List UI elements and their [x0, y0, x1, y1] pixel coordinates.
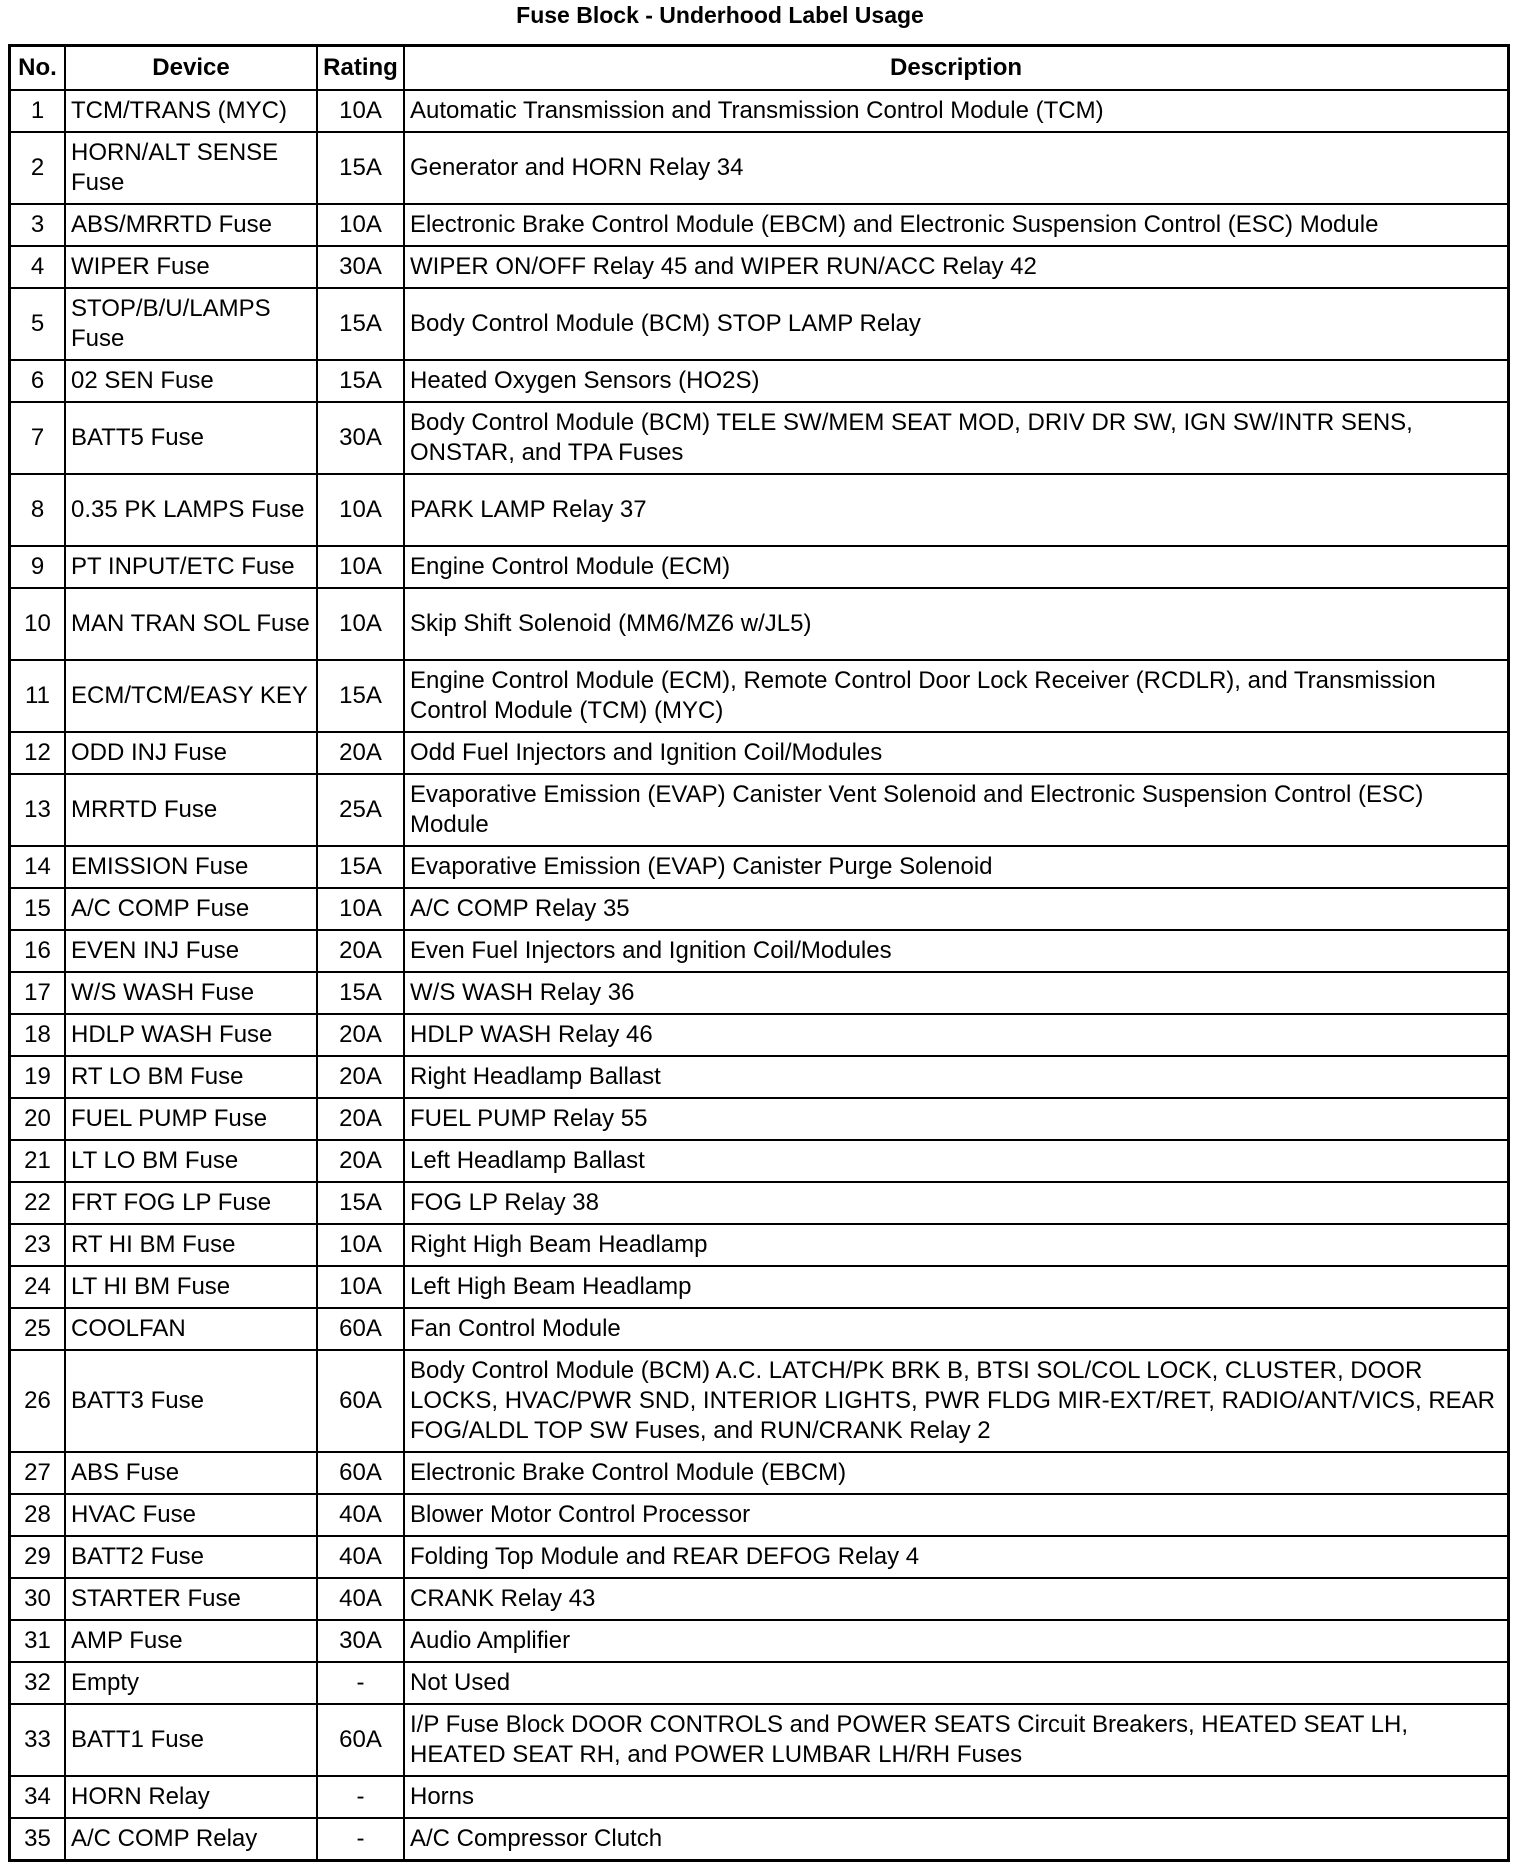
table-row: [11, 1308, 1507, 1350]
cell-description: Electronic Brake Control Module (EBCM): [404, 1452, 1507, 1494]
cell-rating: 10A: [317, 1266, 404, 1308]
cell-no: 4: [11, 246, 65, 288]
cell-device: ABS/MRRTD Fuse: [65, 204, 317, 246]
cell-rating: 10A: [317, 204, 404, 246]
cell-description: W/S WASH Relay 36: [404, 972, 1507, 1014]
table-row: [11, 204, 1507, 246]
cell-rating: 10A: [317, 546, 404, 588]
cell-device: PT INPUT/ETC Fuse: [65, 546, 317, 588]
cell-no: 33: [11, 1704, 65, 1776]
cell-no: 27: [11, 1452, 65, 1494]
cell-device: LT LO BM Fuse: [65, 1140, 317, 1182]
cell-rating: 15A: [317, 660, 404, 732]
cell-no: 9: [11, 546, 65, 588]
cell-device: BATT3 Fuse: [65, 1350, 317, 1452]
table-row: [11, 1494, 1507, 1536]
cell-rating: 60A: [317, 1704, 404, 1776]
cell-rating: 15A: [317, 360, 404, 402]
cell-device: A/C COMP Fuse: [65, 888, 317, 930]
cell-no: 24: [11, 1266, 65, 1308]
cell-device: RT HI BM Fuse: [65, 1224, 317, 1266]
cell-description: Odd Fuel Injectors and Ignition Coil/Modules: [404, 732, 1507, 774]
cell-no: 3: [11, 204, 65, 246]
cell-description: CRANK Relay 43: [404, 1578, 1507, 1620]
cell-device: A/C COMP Relay: [65, 1818, 317, 1859]
table-row: [11, 1350, 1507, 1452]
header-row: [11, 47, 1507, 90]
cell-no: 19: [11, 1056, 65, 1098]
table-row: [11, 360, 1507, 402]
cell-description: Right High Beam Headlamp: [404, 1224, 1507, 1266]
cell-description: Evaporative Emission (EVAP) Canister Purge Solenoid: [404, 846, 1507, 888]
cell-device: FUEL PUMP Fuse: [65, 1098, 317, 1140]
cell-device: EMISSION Fuse: [65, 846, 317, 888]
cell-device: STOP/B/U/LAMPS Fuse: [65, 288, 317, 360]
cell-no: 2: [11, 132, 65, 204]
cell-description: Engine Control Module (ECM), Remote Control Door Lock Receiver (RCDLR), and Transmission Control Module (TCM) (MYC): [404, 660, 1507, 732]
table-row: [11, 402, 1507, 474]
cell-rating: 25A: [317, 774, 404, 846]
cell-rating: 15A: [317, 288, 404, 360]
table-row: [11, 1266, 1507, 1308]
cell-no: 34: [11, 1776, 65, 1818]
cell-device: 02 SEN Fuse: [65, 360, 317, 402]
cell-rating: 20A: [317, 1014, 404, 1056]
cell-rating: -: [317, 1818, 404, 1859]
cell-no: 32: [11, 1662, 65, 1704]
cell-description: Body Control Module (BCM) TELE SW/MEM SEAT MOD, DRIV DR SW, IGN SW/INTR SENS, ONSTAR, and TPA Fuses: [404, 402, 1507, 474]
cell-device: ECM/TCM/EASY KEY: [65, 660, 317, 732]
cell-rating: 10A: [317, 90, 404, 132]
cell-rating: 40A: [317, 1578, 404, 1620]
cell-description: I/P Fuse Block DOOR CONTROLS and POWER SEATS Circuit Breakers, HEATED SEAT LH, HEATED SEAT RH, and POWER LUMBAR LH/RH Fuses: [404, 1704, 1507, 1776]
cell-no: 23: [11, 1224, 65, 1266]
cell-rating: -: [317, 1776, 404, 1818]
table-row: [11, 1224, 1507, 1266]
cell-rating: 60A: [317, 1308, 404, 1350]
cell-description: Heated Oxygen Sensors (HO2S): [404, 360, 1507, 402]
cell-rating: 30A: [317, 402, 404, 474]
cell-description: Left Headlamp Ballast: [404, 1140, 1507, 1182]
cell-device: 0.35 PK LAMPS Fuse: [65, 474, 317, 546]
cell-device: AMP Fuse: [65, 1620, 317, 1662]
cell-device: MRRTD Fuse: [65, 774, 317, 846]
cell-no: 20: [11, 1098, 65, 1140]
table-row: [11, 1140, 1507, 1182]
fuse-table-container: [8, 44, 1510, 1862]
cell-description: Folding Top Module and REAR DEFOG Relay 4: [404, 1536, 1507, 1578]
cell-rating: 60A: [317, 1350, 404, 1452]
table-row: [11, 288, 1507, 360]
cell-no: 14: [11, 846, 65, 888]
table-row: [11, 774, 1507, 846]
cell-rating: 40A: [317, 1536, 404, 1578]
cell-description: Blower Motor Control Processor: [404, 1494, 1507, 1536]
cell-no: 26: [11, 1350, 65, 1452]
cell-rating: 15A: [317, 1182, 404, 1224]
cell-device: HDLP WASH Fuse: [65, 1014, 317, 1056]
cell-device: ODD INJ Fuse: [65, 732, 317, 774]
cell-device: COOLFAN: [65, 1308, 317, 1350]
table-row: [11, 588, 1507, 660]
cell-rating: 20A: [317, 1098, 404, 1140]
cell-no: 31: [11, 1620, 65, 1662]
cell-no: 1: [11, 90, 65, 132]
cell-rating: 15A: [317, 132, 404, 204]
cell-no: 8: [11, 474, 65, 546]
cell-rating: 10A: [317, 1224, 404, 1266]
table-row: [11, 846, 1507, 888]
cell-rating: 10A: [317, 888, 404, 930]
table-row: [11, 972, 1507, 1014]
cell-rating: 10A: [317, 474, 404, 546]
cell-no: 21: [11, 1140, 65, 1182]
cell-no: 17: [11, 972, 65, 1014]
cell-no: 5: [11, 288, 65, 360]
table-row: [11, 930, 1507, 972]
cell-device: EVEN INJ Fuse: [65, 930, 317, 972]
cell-rating: 10A: [317, 588, 404, 660]
cell-device: TCM/TRANS (MYC): [65, 90, 317, 132]
table-row: [11, 660, 1507, 732]
cell-device: BATT5 Fuse: [65, 402, 317, 474]
cell-description: Generator and HORN Relay 34: [404, 132, 1507, 204]
header-no: No.: [11, 47, 65, 90]
cell-description: Right Headlamp Ballast: [404, 1056, 1507, 1098]
cell-device: HORN Relay: [65, 1776, 317, 1818]
table-row: [11, 1014, 1507, 1056]
cell-no: 22: [11, 1182, 65, 1224]
cell-device: WIPER Fuse: [65, 246, 317, 288]
table-row: [11, 1620, 1507, 1662]
table-row: [11, 1776, 1507, 1818]
cell-device: BATT2 Fuse: [65, 1536, 317, 1578]
cell-no: 12: [11, 732, 65, 774]
fuse-table: [11, 47, 1507, 1859]
cell-no: 18: [11, 1014, 65, 1056]
cell-no: 11: [11, 660, 65, 732]
cell-rating: 30A: [317, 246, 404, 288]
cell-rating: 20A: [317, 1056, 404, 1098]
table-row: [11, 1098, 1507, 1140]
cell-rating: 20A: [317, 930, 404, 972]
table-row: [11, 1452, 1507, 1494]
cell-description: Automatic Transmission and Transmission Control Module (TCM): [404, 90, 1507, 132]
table-row: [11, 1818, 1507, 1859]
cell-description: Horns: [404, 1776, 1507, 1818]
table-row: [11, 1182, 1507, 1224]
cell-description: Electronic Brake Control Module (EBCM) and Electronic Suspension Control (ESC) Module: [404, 204, 1507, 246]
cell-description: A/C Compressor Clutch: [404, 1818, 1507, 1859]
cell-description: Evaporative Emission (EVAP) Canister Vent Solenoid and Electronic Suspension Control (ESC) Module: [404, 774, 1507, 846]
cell-device: RT LO BM Fuse: [65, 1056, 317, 1098]
table-row: [11, 90, 1507, 132]
cell-no: 16: [11, 930, 65, 972]
cell-description: Skip Shift Solenoid (MM6/MZ6 w/JL5): [404, 588, 1507, 660]
cell-description: Even Fuel Injectors and Ignition Coil/Modules: [404, 930, 1507, 972]
cell-description: PARK LAMP Relay 37: [404, 474, 1507, 546]
cell-no: 30: [11, 1578, 65, 1620]
cell-no: 15: [11, 888, 65, 930]
cell-description: FUEL PUMP Relay 55: [404, 1098, 1507, 1140]
cell-description: HDLP WASH Relay 46: [404, 1014, 1507, 1056]
cell-description: Fan Control Module: [404, 1308, 1507, 1350]
cell-no: 35: [11, 1818, 65, 1859]
table-row: [11, 246, 1507, 288]
cell-device: FRT FOG LP Fuse: [65, 1182, 317, 1224]
cell-rating: -: [317, 1662, 404, 1704]
table-row: [11, 1536, 1507, 1578]
cell-no: 29: [11, 1536, 65, 1578]
cell-rating: 40A: [317, 1494, 404, 1536]
cell-device: LT HI BM Fuse: [65, 1266, 317, 1308]
cell-description: WIPER ON/OFF Relay 45 and WIPER RUN/ACC Relay 42: [404, 246, 1507, 288]
table-row: [11, 1056, 1507, 1098]
table-row: [11, 888, 1507, 930]
cell-no: 13: [11, 774, 65, 846]
cell-no: 7: [11, 402, 65, 474]
cell-rating: 30A: [317, 1620, 404, 1662]
cell-no: 28: [11, 1494, 65, 1536]
header-description: Description: [404, 47, 1507, 90]
cell-description: Audio Amplifier: [404, 1620, 1507, 1662]
cell-rating: 60A: [317, 1452, 404, 1494]
cell-device: ABS Fuse: [65, 1452, 317, 1494]
cell-device: W/S WASH Fuse: [65, 972, 317, 1014]
cell-no: 10: [11, 588, 65, 660]
table-row: [11, 732, 1507, 774]
cell-device: HORN/ALT SENSE Fuse: [65, 132, 317, 204]
cell-no: 6: [11, 360, 65, 402]
page-title: Fuse Block - Underhood Label Usage: [516, 2, 924, 28]
cell-device: MAN TRAN SOL Fuse: [65, 588, 317, 660]
cell-description: Left High Beam Headlamp: [404, 1266, 1507, 1308]
cell-device: STARTER Fuse: [65, 1578, 317, 1620]
cell-device: Empty: [65, 1662, 317, 1704]
cell-description: Body Control Module (BCM) STOP LAMP Relay: [404, 288, 1507, 360]
cell-description: Body Control Module (BCM) A.C. LATCH/PK BRK B, BTSI SOL/COL LOCK, CLUSTER, DOOR LOCKS, HVAC/PWR SND, INTERIOR LIGHTS, PWR FLDG MIR-EXT/RET, RADIO/ANT/VICS, REAR FOG/ALDL TOP SW Fuses, and RUN/CRANK Relay 2: [404, 1350, 1507, 1452]
cell-rating: 20A: [317, 732, 404, 774]
header-device: Device: [65, 47, 317, 90]
table-row: [11, 132, 1507, 204]
cell-description: FOG LP Relay 38: [404, 1182, 1507, 1224]
cell-description: A/C COMP Relay 35: [404, 888, 1507, 930]
table-row: [11, 546, 1507, 588]
table-row: [11, 1578, 1507, 1620]
cell-device: BATT1 Fuse: [65, 1704, 317, 1776]
cell-device: HVAC Fuse: [65, 1494, 317, 1536]
table-row: [11, 1662, 1507, 1704]
cell-rating: 15A: [317, 846, 404, 888]
table-row: [11, 1704, 1507, 1776]
header-rating: Rating: [317, 47, 404, 90]
cell-no: 25: [11, 1308, 65, 1350]
cell-description: Engine Control Module (ECM): [404, 546, 1507, 588]
cell-description: Not Used: [404, 1662, 1507, 1704]
cell-rating: 20A: [317, 1140, 404, 1182]
table-row: [11, 474, 1507, 546]
cell-rating: 15A: [317, 972, 404, 1014]
